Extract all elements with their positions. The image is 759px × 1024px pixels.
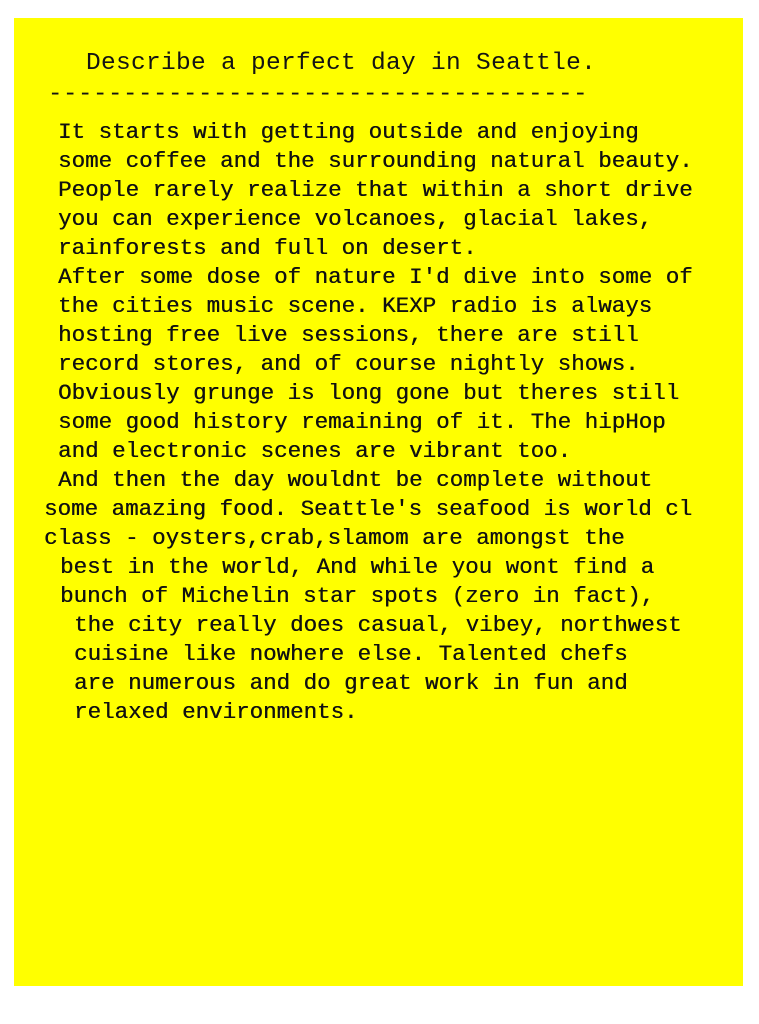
text-line: the city really does casual, vibey, northwest <box>74 612 682 638</box>
text-line: It starts with getting outside and enjoying <box>58 119 639 145</box>
text-line: Obviously grunge is long gone but theres still <box>58 380 680 406</box>
text-line: record stores, and of course nightly shows. <box>58 351 639 377</box>
text-line: hosting free live sessions, there are still <box>58 322 639 348</box>
text-line: some amazing food. Seattle's seafood is world cl <box>44 496 693 522</box>
text-line: the cities music scene. KEXP radio is always <box>58 293 653 319</box>
text-line: And then the day wouldnt be complete without <box>58 467 653 493</box>
text-line: and electronic scenes are vibrant too. <box>58 438 572 464</box>
page-title: Describe a perfect day in Seattle. <box>86 50 597 77</box>
text-line: cuisine like nowhere else. Talented chefs <box>74 641 628 667</box>
text-line: class - oysters,crab,slamom are amongst the <box>44 525 625 551</box>
text-line: People rarely realize that within a short drive <box>58 177 693 203</box>
title-underline-rule: ------------------------------------ <box>48 81 589 108</box>
yellow-paper-sheet <box>14 18 743 986</box>
text-line: rainforests and full on desert. <box>58 235 477 261</box>
text-line: After some dose of nature I'd dive into some of <box>58 264 693 290</box>
text-line: some good history remaining of it. The hipHop <box>58 409 666 435</box>
text-line: you can experience volcanoes, glacial lakes, <box>58 206 653 232</box>
text-line: some coffee and the surrounding natural beauty. <box>58 148 693 174</box>
text-line: best in the world, And while you wont find a <box>60 554 655 580</box>
text-line: relaxed environments. <box>74 699 358 725</box>
text-line: bunch of Michelin star spots (zero in fact), <box>60 583 655 609</box>
text-line: are numerous and do great work in fun and <box>74 670 628 696</box>
